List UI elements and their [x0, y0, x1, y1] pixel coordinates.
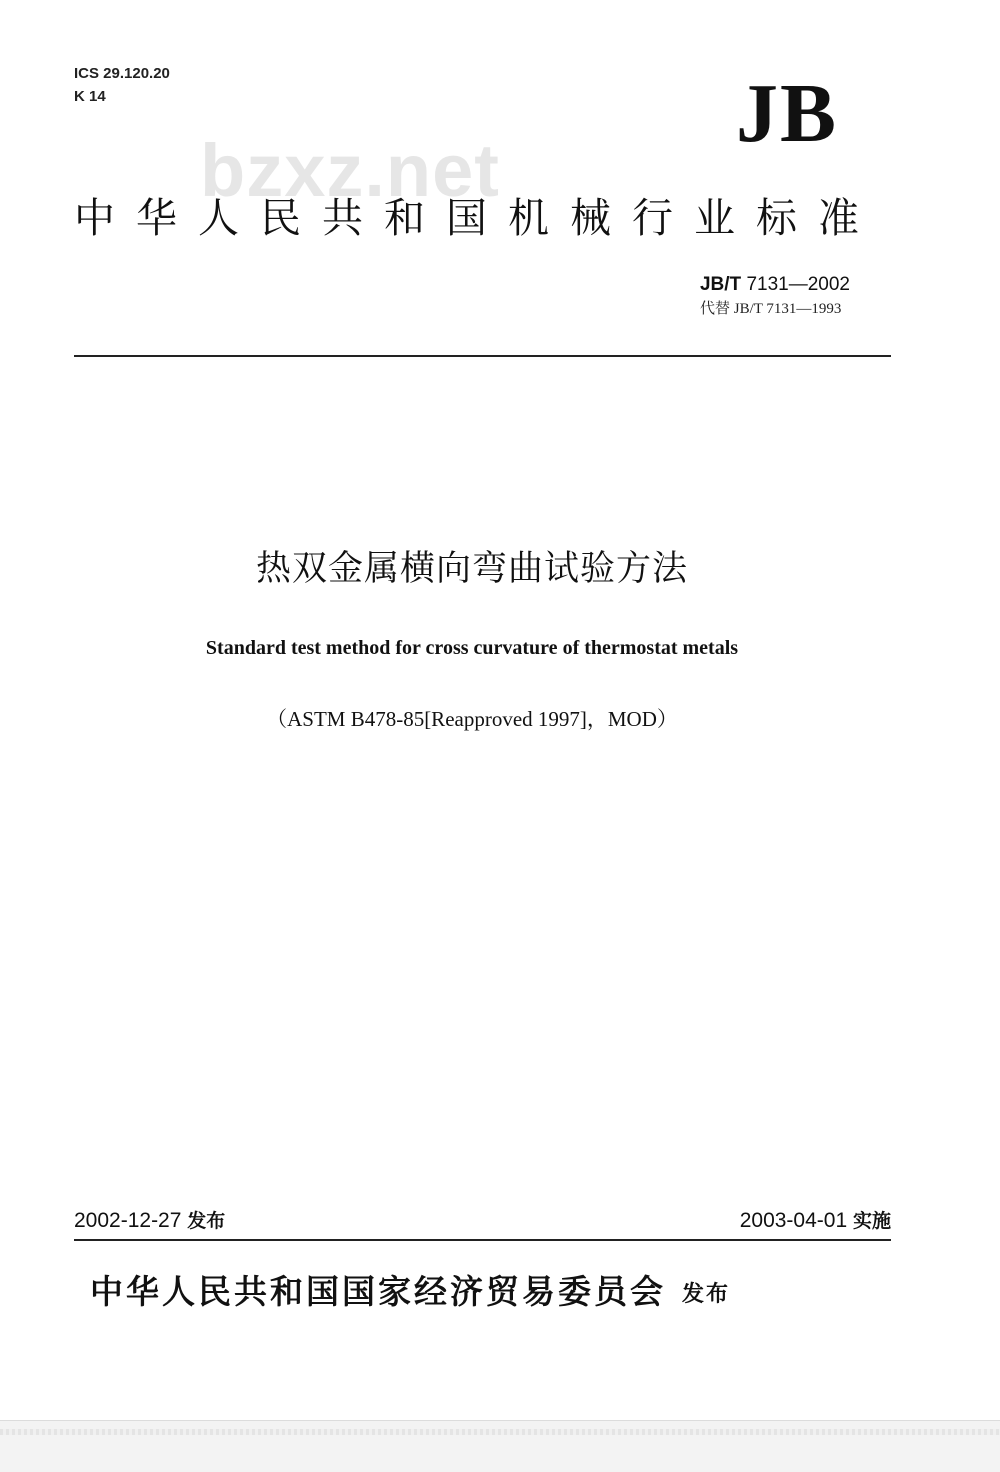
watermark: bzxz.net [200, 129, 500, 212]
issuer-name: 中华人民共和国国家经济贸易委员会 [90, 1272, 666, 1311]
issue-label: 发布 [187, 1210, 226, 1232]
effective-label: 实施 [852, 1210, 891, 1232]
viewer-strip-texture [0, 1429, 1000, 1435]
issuer-suffix: 发布 [682, 1282, 731, 1307]
reference-standard: （ASTM B478-85[Reapproved 1997]，MOD） [266, 707, 678, 731]
org-title: 中华人民共和国机械行业标准 [74, 194, 880, 242]
classification-code: K 14 [74, 88, 106, 105]
document-title-en: Standard test method for cross curvature of thermostat metals [205, 637, 739, 659]
classification-block [74, 62, 170, 108]
header-divider [74, 355, 891, 357]
document-title-cn: 热双金属横向弯曲试验方法 [255, 549, 688, 589]
jb-logo: JB [735, 67, 838, 160]
viewer-bottom-strip [0, 1420, 1000, 1472]
standard-number [700, 272, 850, 298]
ics-code: ICS 29.120.20 [74, 65, 170, 82]
replaces-standard: 代替 JB/T 7131—1993 [699, 301, 842, 317]
standard-number-value: 7131—2002 [741, 274, 850, 295]
issue-date: 2002-12-27 [74, 1209, 182, 1232]
standard-number-block [700, 272, 850, 320]
issuer-line [90, 1268, 730, 1319]
footer-divider [74, 1239, 891, 1241]
effective-date: 2003-04-01 [739, 1209, 848, 1232]
issue-date-block [74, 1206, 225, 1236]
effective-date-block [740, 1206, 891, 1236]
standard-number-prefix: JB/T [699, 274, 742, 295]
